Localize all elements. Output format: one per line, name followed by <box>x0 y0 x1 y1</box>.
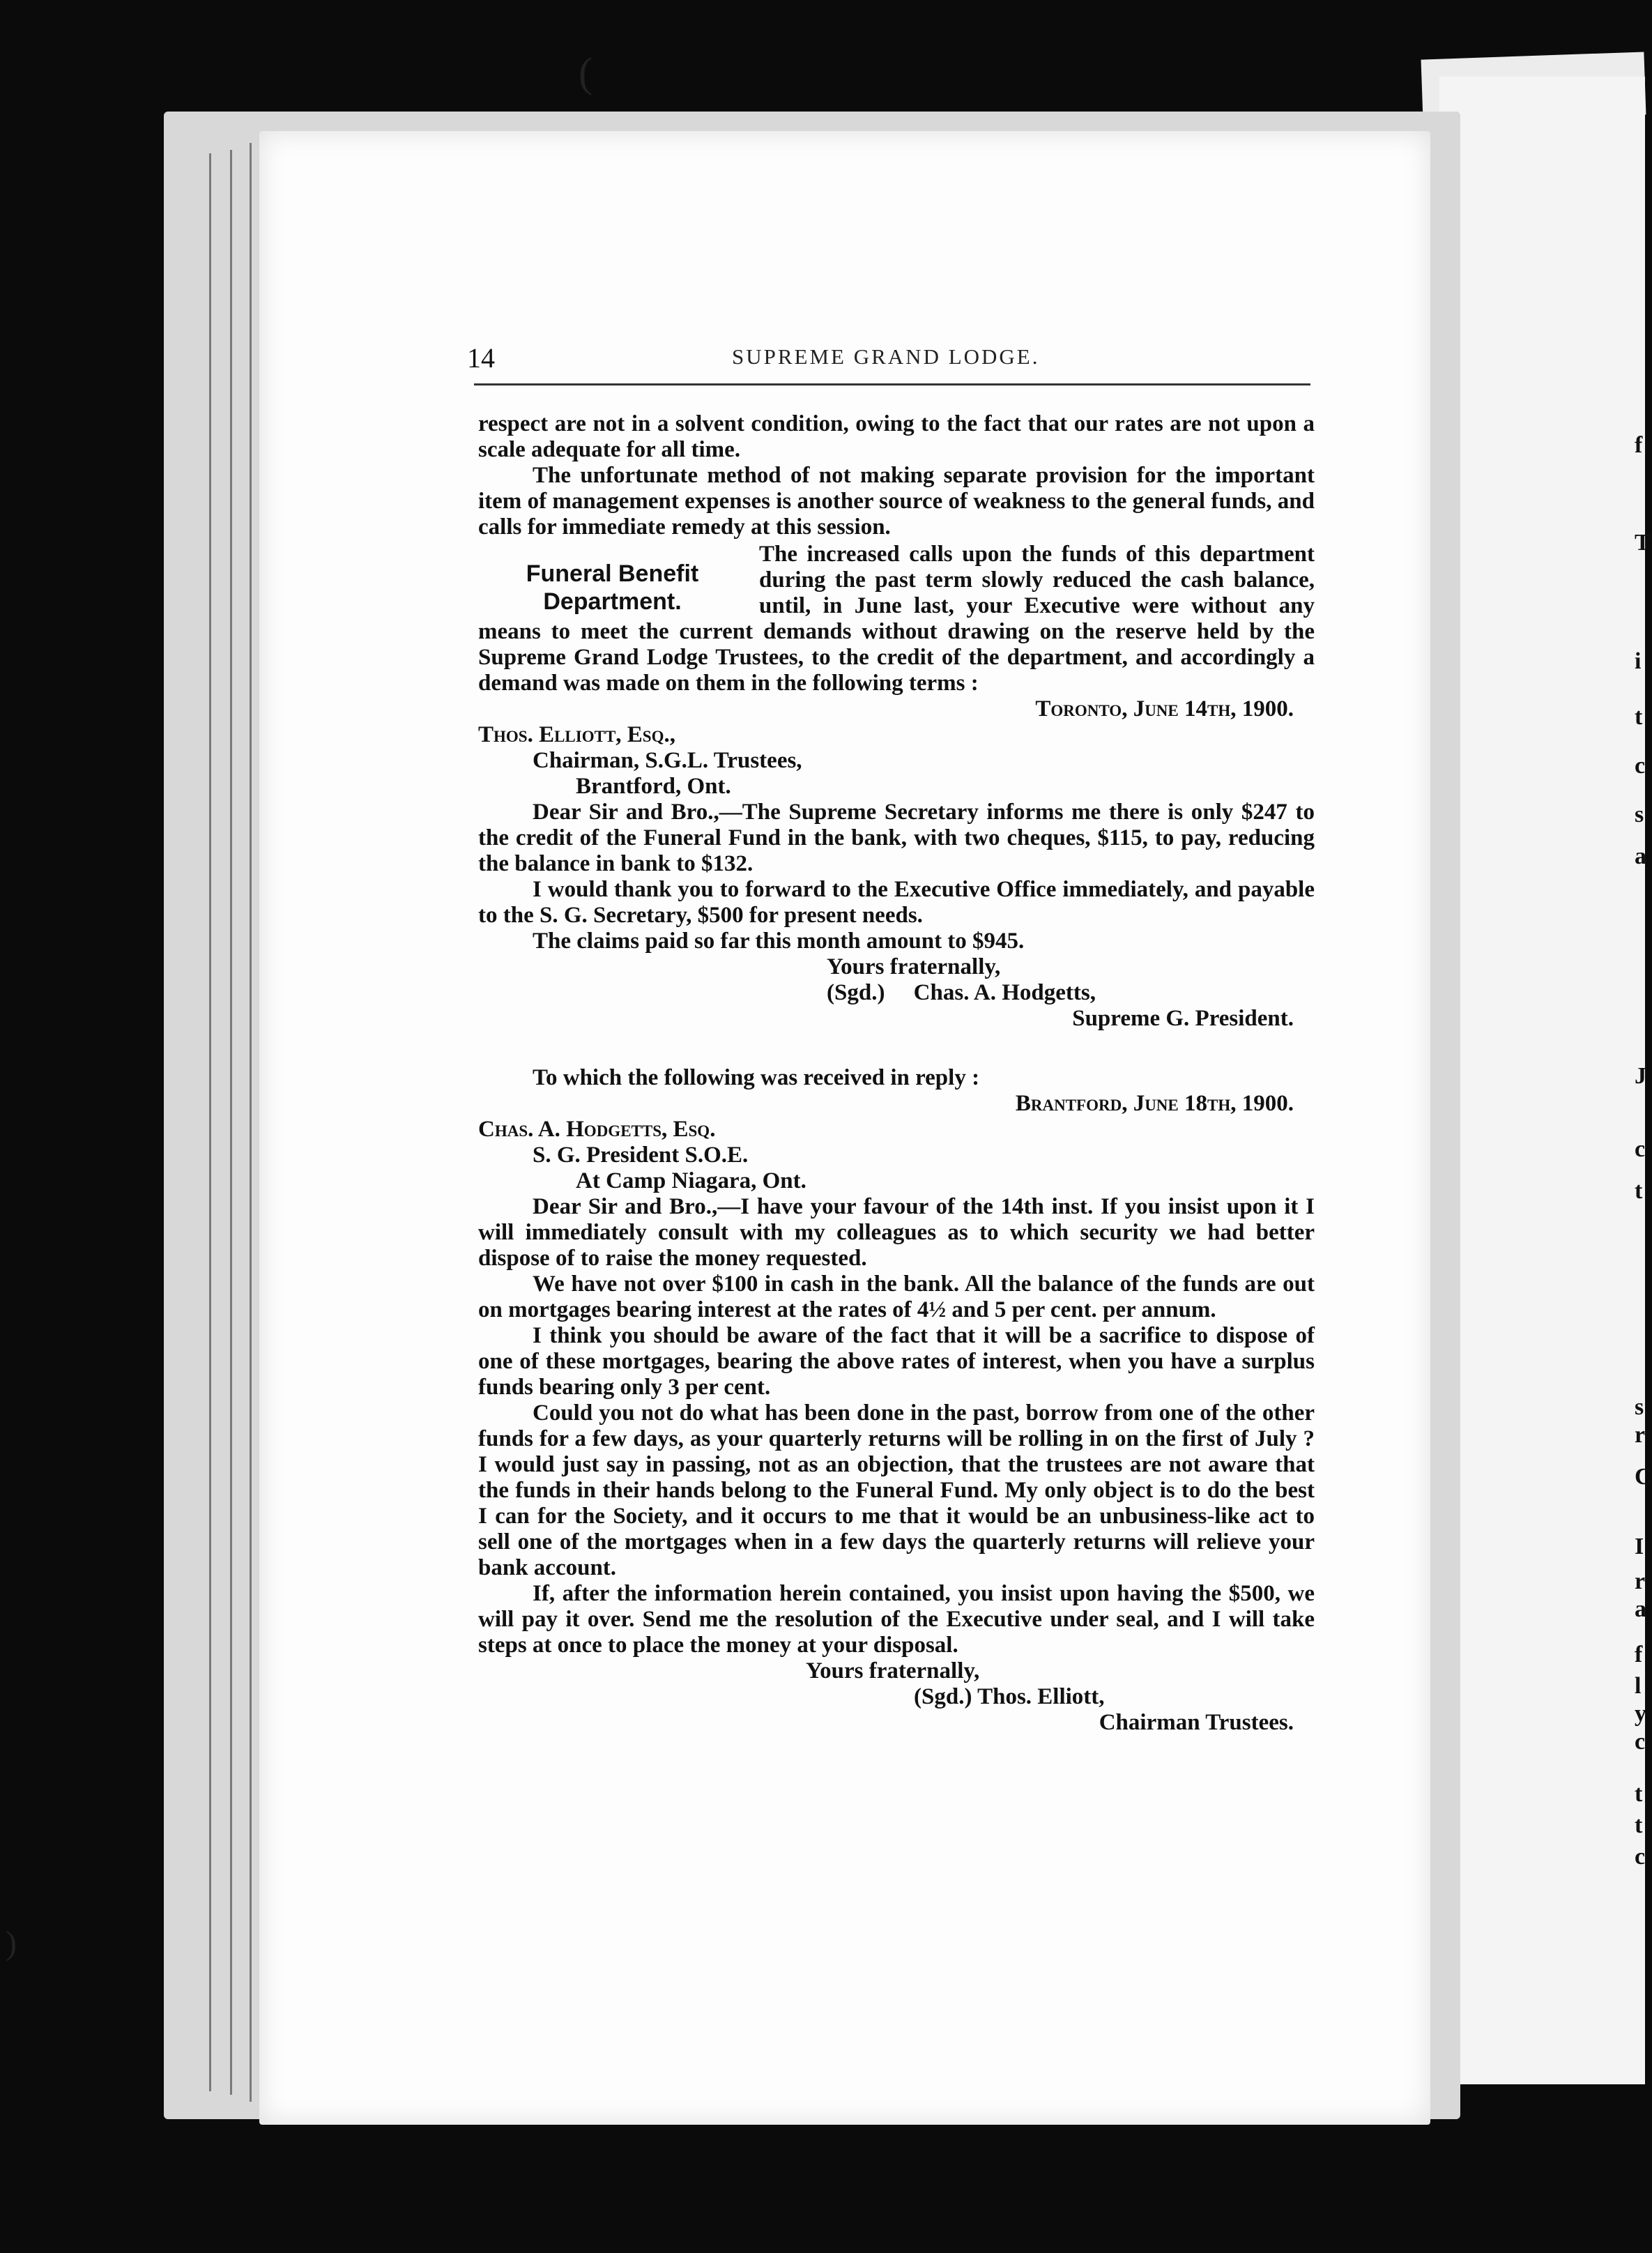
facing-page-letter: s <box>1635 802 1644 827</box>
letter1-paragraph: Dear Sir and Bro.,—The Supreme Secretary informs me there is only $247 to the credit of the Funeral Fund in the bank, with two cheques, $115, to pay, reducing the balance in bank to $132. <box>478 800 1315 876</box>
page-edge-line <box>209 153 211 2091</box>
facing-page-letter: f <box>1635 432 1643 458</box>
letter2-paragraph: If, after the information herein contained, you insist upon having the $500, we will pay it over. Send me the resolution of the Executive under seal, and I will take steps at once to place the money at your disposal. <box>478 1581 1315 1658</box>
letter2-addressee-place: At Camp Niagara, Ont. <box>576 1168 806 1193</box>
letter2-paragraph: We have not over $100 in cash in the bank. All the balance of the funds are out on mortgages bearing interest at the rates of 4½ and 5 per cent. per annum. <box>478 1271 1315 1322</box>
running-head: SUPREME GRAND LODGE. <box>732 344 1040 369</box>
page-body <box>478 411 1315 1736</box>
facing-page-letter: J <box>1635 1063 1646 1089</box>
side-heading: Funeral Benefit Department. <box>526 560 699 615</box>
facing-page-letter: t <box>1635 1812 1643 1838</box>
letter1-paragraph: I would thank you to forward to the Executive Office immediately, and payable to the S. G. Secretary, $500 for present needs. <box>478 877 1315 928</box>
letter2-addressee-name: Chas. A. Hodgetts, Esq. <box>478 1117 716 1142</box>
body-paragraph: The increased calls upon the funds of this department during the past term slowly reduced the cash balance, until, in June last, your Executive were without any means to meet the current demands without drawing on the reserve held by the Supreme Grand Lodge Trustees, to the credit of the department, and accordingly a demand was made on them in the following terms : <box>478 542 1315 696</box>
letter2-dateline: Brantford, June 18th, 1900. <box>1015 1091 1294 1116</box>
facing-page-letter: t <box>1635 1178 1643 1204</box>
scan-mark: ( <box>579 49 592 96</box>
facing-page-letter: t <box>1635 1781 1643 1807</box>
facing-page-letter: t <box>1635 704 1643 730</box>
scan-mark: ) <box>6 1925 17 1962</box>
facing-page-letter: a <box>1635 843 1646 869</box>
facing-page-letter: T <box>1635 530 1651 556</box>
letter1-closing: Yours fraternally, <box>827 954 1001 979</box>
facing-page-letter: r <box>1635 1568 1646 1594</box>
facing-page-letter: c <box>1635 1729 1646 1755</box>
letter2-addressee-title: S. G. President S.O.E. <box>533 1143 749 1168</box>
letter1-paragraph: The claims paid so far this month amount to $945. <box>533 929 1025 954</box>
letter1-addressee-place: Brantford, Ont. <box>576 774 731 799</box>
letter2-paragraph: Could you not do what has been done in the past, borrow from one of the other funds for a few days, as your quarterly returns will be rolling in on the first of July ? I would just say in passing, not as an objection, that the trustees are not aware that the funds in their hands belong to the Funeral Fund. My only object is to do the best I can for the Society, and it occurs to me that it would be an unbusiness-like act to sell one of the mortgages when in a few days the quarterly returns will relieve your bank account. <box>478 1400 1315 1580</box>
header-rule <box>474 383 1310 385</box>
letter1-addressee-name: Thos. Elliott, Esq., <box>478 722 675 747</box>
facing-page-letter: c <box>1635 1844 1646 1870</box>
letter1-signature-title: Supreme G. President. <box>1072 1006 1294 1031</box>
page-header <box>467 342 1310 383</box>
funeral-benefit-section <box>478 542 1315 696</box>
letter1-dateline: Toronto, June 14th, 1900. <box>1035 696 1294 721</box>
facing-page-letter: C <box>1635 1464 1652 1490</box>
page-edge-line <box>230 150 232 2095</box>
facing-page-letter: i <box>1635 648 1642 674</box>
facing-page-letter: l <box>1635 1673 1642 1699</box>
facing-page-letter: c <box>1635 1136 1646 1162</box>
page-edge-line <box>250 143 252 2102</box>
facing-page-letter: r <box>1635 1422 1646 1448</box>
letter1-addressee-title: Chairman, S.G.L. Trustees, <box>533 748 802 773</box>
letter2-signature: (Sgd.) Thos. Elliott, <box>914 1684 1105 1709</box>
facing-page-letter: I <box>1635 1534 1644 1559</box>
letter2-paragraph: Dear Sir and Bro.,—I have your favour of the 14th inst. If you insist upon it I will immediately consult with my colleagues as to which security we had better dispose of to raise the money requested. <box>478 1194 1315 1271</box>
body-paragraph: respect are not in a solvent condition, owing to the fact that our rates are not upon a scale adequate for all time. <box>478 411 1315 462</box>
letter2-closing: Yours fraternally, <box>806 1658 980 1683</box>
facing-page-letter: a <box>1635 1596 1646 1622</box>
letter2-paragraph: I think you should be aware of the fact that it will be a sacrifice to dispose of one of these mortgages, bearing the above rates of interest, when you have a surplus funds bearing only 3 per cent. <box>478 1323 1315 1400</box>
body-paragraph: The unfortunate method of not making separate provision for the important item of management expenses is another source of weakness to the general funds, and calls for immediate remedy at this session. <box>478 463 1315 540</box>
letter2-signature-title: Chairman Trustees. <box>1099 1710 1294 1735</box>
transition-text: To which the following was received in reply : <box>533 1065 980 1090</box>
letter1-signature: (Sgd.) Chas. A. Hodgetts, <box>827 980 1096 1005</box>
facing-page-letter: y <box>1635 1701 1646 1727</box>
facing-page-letter: c <box>1635 753 1646 779</box>
facing-page-edge <box>1439 77 1645 2084</box>
facing-page-letter: f <box>1635 1642 1643 1667</box>
page-number: 14 <box>467 342 495 374</box>
facing-page-letter: s <box>1635 1394 1644 1420</box>
